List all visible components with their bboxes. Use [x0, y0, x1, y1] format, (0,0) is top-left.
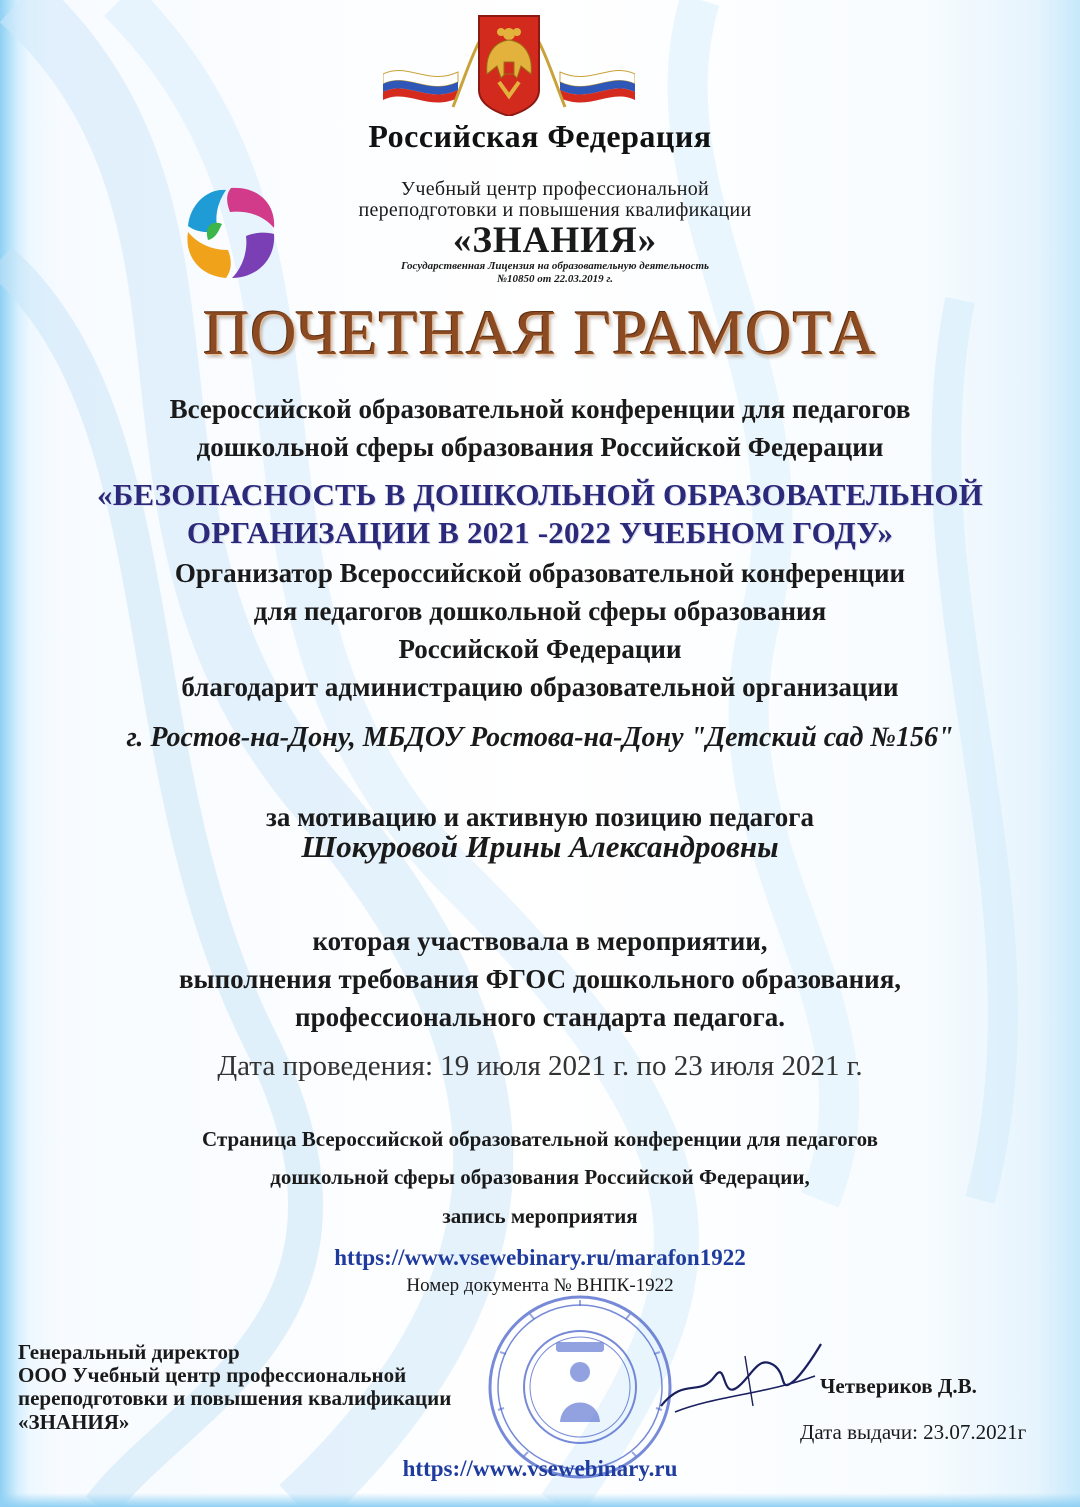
conference-line2: дошкольной сферы образования Российской Федерации: [196, 432, 884, 462]
event-line2: выполнения требования ФГОС дошкольного образования,: [178, 964, 902, 994]
page-info-line3: запись мероприятия: [442, 1204, 638, 1228]
conference-line1: Всероссийской образовательной конференции для педагогов: [169, 394, 911, 424]
organizer-line4: благодарит администрацию образовательной организации: [181, 672, 899, 702]
signer-name: Четвериков Д.В.: [820, 1374, 977, 1398]
license-line1: Государственная Лицензия на образовательную деятельность: [400, 260, 710, 272]
topic-line1: «БЕЗОПАСНОСТЬ В ДОШКОЛЬНОЙ ОБРАЗОВАТЕЛЬНОЙ: [97, 477, 983, 512]
site-link[interactable]: https://www.vsewebinary.ru: [402, 1456, 678, 1481]
director-title-line1: Генеральный директор: [18, 1340, 240, 1364]
country-title: Российская Федерация: [368, 118, 712, 154]
document-title: ПОЧЕТНАЯ ГРАМОТА: [203, 297, 877, 368]
license-line2: №10850 от 22.03.2019 г.: [496, 273, 614, 285]
training-center-line2: переподготовки и повышения квалификации: [358, 199, 752, 221]
motivation-line: за мотивацию и активную позицию педагога: [265, 802, 815, 832]
event-line3: профессионального стандарта педагога.: [295, 1002, 785, 1032]
document-number: Номер документа № ВНПК-1922: [406, 1275, 674, 1296]
training-center-name: «ЗНАНИЯ»: [452, 220, 658, 261]
training-center-line1: Учебный центр профессиональной: [400, 178, 710, 200]
signature-mark: [655, 1336, 825, 1421]
coat-of-arms-icon: [383, 12, 635, 116]
event-dates: Дата проведения: 19 июля 2021 г. по 23 июля 2021 г.: [217, 1050, 863, 1082]
director-title-line3: переподготовки и повышения квалификации: [18, 1386, 452, 1410]
organizer-line1: Организатор Всероссийской образовательной конференции: [174, 558, 906, 588]
topic-line2: ОРГАНИЗАЦИИ В 2021 -2022 УЧЕБНОМ ГОДУ»: [186, 515, 894, 550]
event-page-link[interactable]: https://www.vsewebinary.ru/marafon1922: [334, 1245, 746, 1270]
event-line1: которая участвовала в мероприятии,: [312, 926, 768, 956]
institution-name: г. Ростов-на-Дону, МБДОУ Ростова-на-Дону "Детский сад №156": [126, 722, 954, 753]
page-info-line1: Страница Всероссийской образовательной конференции для педагогов: [202, 1127, 878, 1151]
organizer-line3: Российской Федерации: [398, 634, 682, 664]
page-info-line2: дошкольной сферы образования Российской Федерации,: [270, 1165, 810, 1189]
recipient-name: Шокуровой Ирины Александровны: [301, 829, 779, 864]
organizer-line2: для педагогов дошкольной сферы образования: [253, 596, 827, 626]
issue-date: Дата выдачи: 23.07.2021г: [800, 1420, 1027, 1444]
director-title-line4: «ЗНАНИЯ»: [18, 1410, 130, 1434]
znaniya-logo-icon: [178, 180, 284, 286]
director-title-line2: ООО Учебный центр профессиональной: [18, 1363, 407, 1387]
